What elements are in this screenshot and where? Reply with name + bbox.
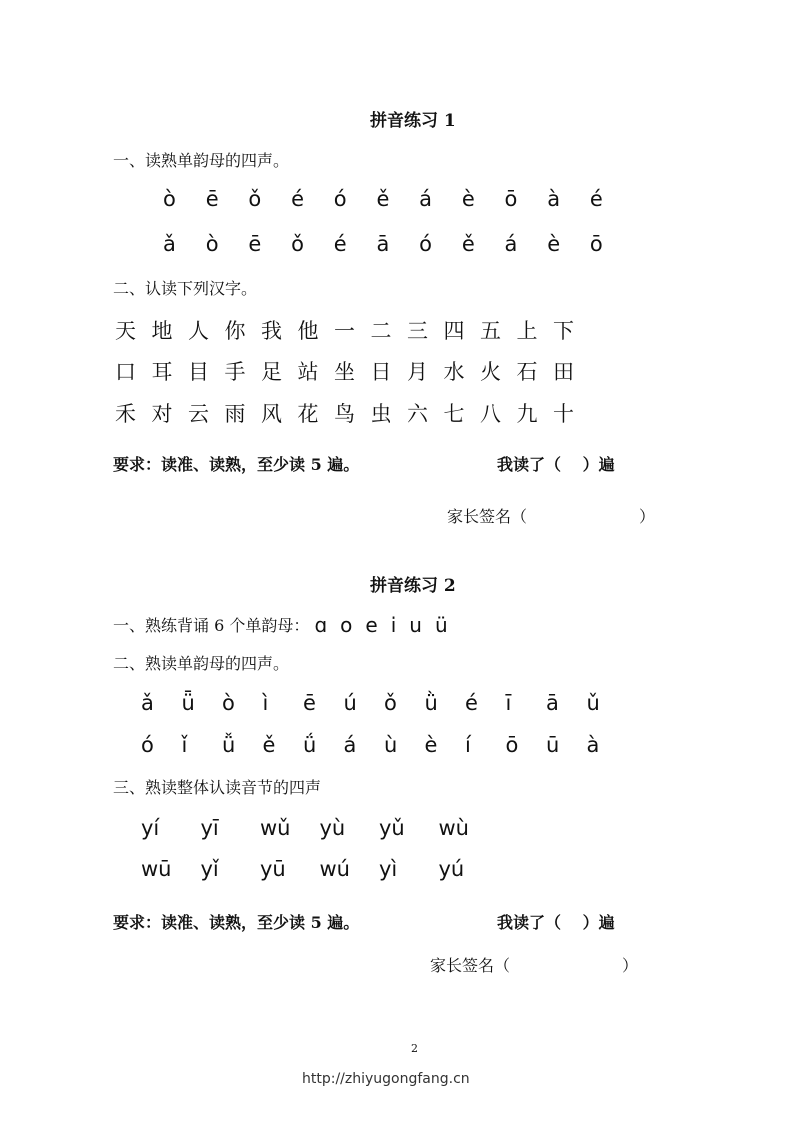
page-number: 2	[411, 1042, 418, 1055]
tone-vowel: ā	[546, 691, 559, 715]
chinese-character: 日	[370, 360, 392, 384]
section2-read-count: 我读了（ ）遍	[497, 913, 615, 932]
tone-vowel: ě	[376, 187, 390, 211]
chinese-character: 四	[443, 319, 465, 343]
syllable: yí	[141, 816, 160, 840]
tone-vowel: ǒ	[291, 232, 304, 256]
chinese-character: 云	[188, 402, 209, 426]
tone-vowel: ǎ	[141, 691, 154, 715]
section2-requirement: 要求：读准、读熟，至少读 5 遍。	[113, 913, 360, 932]
syllable: yú	[438, 857, 465, 881]
tone-vowel: ù	[384, 733, 398, 757]
tone-vowel: à	[547, 187, 561, 211]
syllable: wù	[438, 816, 469, 840]
chinese-character: 我	[261, 319, 282, 343]
section1-tones-row-2	[163, 232, 633, 256]
syllable: wú	[319, 857, 350, 881]
tone-vowel: ó	[333, 187, 347, 211]
tone-vowel: ó	[141, 733, 154, 757]
section2-heading-1-text: 一、熟练背诵 6 个单韵母：	[113, 616, 310, 635]
vowel: o	[340, 613, 353, 637]
syllable: yǐ	[200, 857, 219, 881]
tone-vowel: ě	[461, 232, 475, 256]
tone-vowel: ǖ	[181, 691, 195, 715]
syllable: yù	[319, 816, 346, 840]
syllable: yǔ	[379, 816, 405, 840]
section2-heading-2: 二、熟读单韵母的四声。	[113, 654, 290, 673]
chinese-character: 足	[261, 360, 282, 384]
tone-vowel: ō	[589, 232, 603, 256]
tone-vowel: ē	[248, 232, 262, 256]
syllable: yì	[379, 857, 398, 881]
tone-vowel: ā	[376, 232, 390, 256]
tone-vowel: ó	[419, 232, 432, 256]
section1-heading-1: 一、读熟单韵母的四声。	[113, 151, 290, 170]
section2-tones-row-1	[141, 691, 627, 715]
syllables-row-2	[141, 857, 498, 881]
tone-vowel: é	[291, 187, 304, 211]
chinese-character: 风	[261, 402, 282, 426]
section2-heading-3: 三、熟读整体认读音节的四声	[113, 778, 322, 797]
tone-vowel: è	[461, 187, 475, 211]
vowel: u	[409, 613, 422, 637]
chinese-character: 六	[407, 402, 428, 426]
chinese-character: 月	[407, 360, 428, 384]
chinese-character: 水	[443, 360, 465, 384]
chars-row-3	[115, 398, 590, 428]
section1-title: 拼音练习 1	[370, 111, 456, 131]
chinese-character: 耳	[151, 360, 173, 384]
chinese-character: 对	[151, 402, 173, 426]
chinese-character: 站	[297, 360, 319, 384]
chinese-character: 九	[516, 402, 538, 426]
tone-vowel: á	[419, 187, 432, 211]
tone-vowel: ǎ	[163, 232, 176, 256]
chinese-character: 七	[443, 402, 465, 426]
footer-url: http://zhiyugongfang.cn	[302, 1071, 470, 1087]
syllable: yī	[200, 816, 219, 840]
tone-vowel: é	[465, 691, 478, 715]
chinese-character: 雨	[224, 402, 246, 426]
tone-vowel: ō	[504, 187, 518, 211]
tone-vowel: è	[547, 232, 561, 256]
vowel: ɑ	[314, 613, 328, 637]
tone-vowel: ǚ	[222, 733, 236, 757]
chinese-character: 天	[115, 319, 136, 343]
chinese-character: 禾	[115, 402, 136, 426]
tone-vowel: ē	[205, 187, 219, 211]
chars-row-1	[115, 315, 590, 345]
tone-vowel: à	[586, 733, 600, 757]
tone-vowel: ī	[505, 691, 512, 715]
tone-vowel: ò	[205, 232, 219, 256]
tone-vowel: ē	[303, 691, 316, 715]
tone-vowel: ǔ	[586, 691, 600, 715]
tone-vowel: ì	[262, 691, 269, 715]
tone-vowel: í	[465, 733, 471, 757]
chinese-character: 三	[407, 319, 428, 343]
chinese-character: 十	[553, 402, 574, 426]
chinese-character: 手	[224, 360, 246, 384]
syllable: wū	[141, 857, 172, 881]
chinese-character: 地	[151, 319, 173, 343]
syllable: yū	[260, 857, 286, 881]
chinese-character: 他	[297, 319, 319, 343]
vowel: ü	[434, 613, 448, 637]
chinese-character: 石	[516, 360, 538, 384]
syllables-row-1	[141, 816, 498, 840]
section2-heading-1	[113, 612, 461, 636]
chinese-character: 人	[188, 319, 209, 343]
tone-vowel: á	[504, 232, 518, 256]
section2-tones-row-2	[141, 733, 627, 757]
section1-heading-2: 二、认读下列汉字。	[113, 279, 258, 298]
section2-parent-sign: 家长签名（ ）	[430, 956, 639, 975]
tone-vowel: è	[424, 733, 438, 757]
tone-vowel: ō	[505, 733, 519, 757]
tone-vowel: ǐ	[181, 733, 188, 757]
chinese-character: 八	[480, 402, 501, 426]
chinese-character: 你	[224, 319, 246, 343]
tone-vowel: ū	[546, 733, 560, 757]
tone-vowel: ǘ	[303, 733, 317, 757]
tone-vowel: ǒ	[384, 691, 397, 715]
chinese-character: 田	[553, 360, 574, 384]
chinese-character: 目	[188, 360, 209, 384]
tone-vowel: ǜ	[424, 691, 438, 715]
section1-requirement: 要求：读准、读熟，至少读 5 遍。	[113, 455, 360, 474]
chinese-character: 五	[480, 319, 501, 343]
chinese-character: 上	[516, 319, 538, 343]
tone-vowel: ò	[222, 691, 235, 715]
vowel: e	[365, 613, 378, 637]
section1-tones-row-1	[163, 187, 633, 211]
chars-row-2	[115, 356, 590, 386]
tone-vowel: ǒ	[248, 187, 262, 211]
tone-vowel: ě	[262, 733, 276, 757]
vowel: i	[390, 613, 397, 637]
chinese-character: 花	[297, 402, 319, 426]
chinese-character: 火	[480, 360, 501, 384]
tone-vowel: é	[589, 187, 603, 211]
tone-vowel: é	[333, 232, 347, 256]
syllable: wǔ	[260, 816, 291, 840]
chinese-character: 一	[334, 319, 355, 343]
chinese-character: 口	[115, 360, 136, 384]
tone-vowel: á	[343, 733, 357, 757]
section1-parent-sign: 家长签名（ ）	[447, 507, 656, 526]
chinese-character: 虫	[370, 402, 392, 426]
chinese-character: 下	[553, 319, 574, 343]
tone-vowel: ò	[163, 187, 176, 211]
section2-title: 拼音练习 2	[370, 576, 456, 596]
chinese-character: 二	[370, 319, 392, 343]
chinese-character: 鸟	[334, 402, 355, 426]
vowel-list	[314, 613, 460, 637]
tone-vowel: ú	[343, 691, 357, 715]
section1-read-count: 我读了（ ）遍	[497, 455, 615, 474]
chinese-character: 坐	[334, 360, 355, 384]
